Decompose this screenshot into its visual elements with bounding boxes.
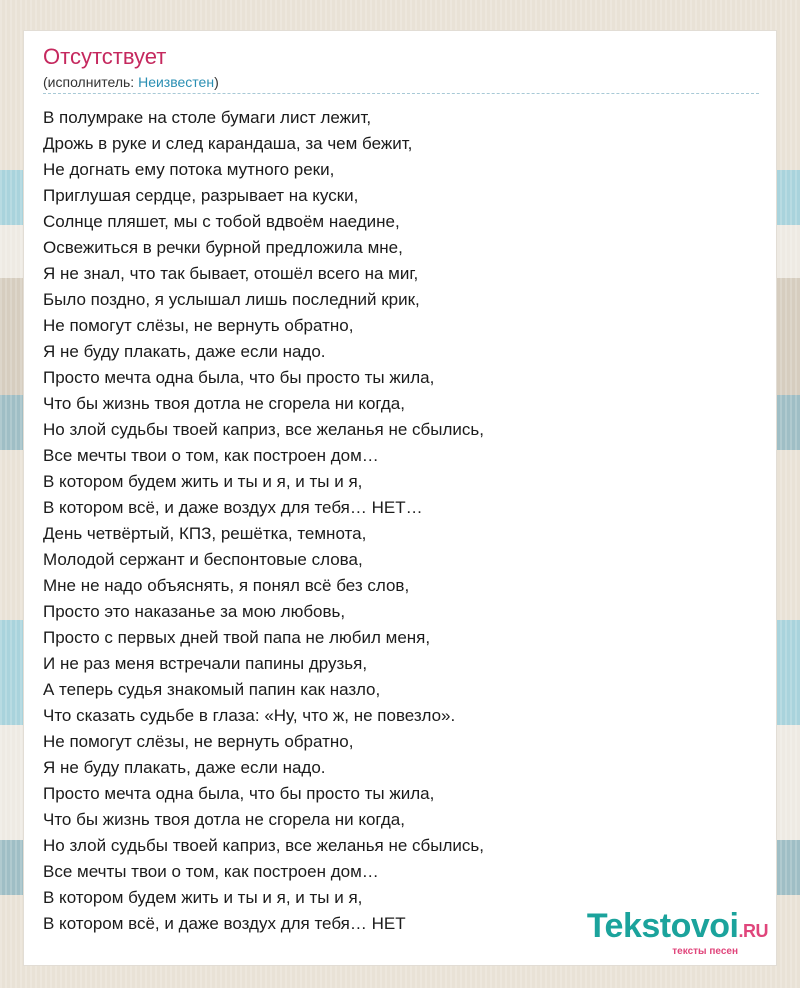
logo-tld: .RU xyxy=(738,921,768,941)
artist-line xyxy=(43,74,219,90)
song-title: Отсутствует xyxy=(43,44,167,69)
lyric-line: Все мечты твои о том, как построен дом… xyxy=(43,446,379,465)
lyric-line: Все мечты твои о том, как построен дом… xyxy=(43,862,379,881)
lyric-line: Мне не надо объяснять, я понял всё без слов, xyxy=(43,576,410,595)
lyric-line: В котором будем жить и ты и я, и ты и я, xyxy=(43,888,363,907)
lyric-line: Приглушая сердце, разрывает на куски, xyxy=(43,186,359,205)
lyrics-card xyxy=(23,30,777,966)
artist-prefix: (исполнитель: xyxy=(43,74,139,90)
artist-link[interactable]: Неизвестен xyxy=(138,74,215,90)
header-divider xyxy=(43,93,759,94)
logo-tagline: тексты песен xyxy=(672,946,738,957)
lyric-line: Просто это наказанье за мою любовь, xyxy=(43,602,346,621)
lyric-line: Что бы жизнь твоя дотла не сгорела ни когда, xyxy=(43,394,405,413)
lyric-line: Я не буду плакать, даже если надо. xyxy=(43,758,326,777)
lyric-line: Не помогут слёзы, не вернуть обратно, xyxy=(43,732,354,751)
lyric-line: В котором всё, и даже воздух для тебя… НЕТ xyxy=(43,914,406,933)
artist-suffix: ) xyxy=(214,74,219,90)
logo-wordmark xyxy=(587,909,768,948)
lyrics-text xyxy=(43,105,759,937)
lyric-line: Дрожь в руке и след карандаша, за чем бежит, xyxy=(43,134,413,153)
lyric-line: День четвёртый, КПЗ, решётка, темнота, xyxy=(43,524,367,543)
lyric-line: В котором будем жить и ты и я, и ты и я, xyxy=(43,472,363,491)
lyric-line: Было поздно, я услышал лишь последний крик, xyxy=(43,290,420,309)
logo-main-text: Tekstovoi xyxy=(586,907,739,945)
lyric-line: Просто мечта одна была, что бы просто ты жила, xyxy=(43,784,435,803)
lyric-line: Но злой судьбы твоей каприз, все желанья не сбылись, xyxy=(43,836,484,855)
lyric-line: А теперь судья знакомый папин как назло, xyxy=(43,680,381,699)
lyric-line: В полумраке на столе бумаги лист лежит, xyxy=(43,108,372,127)
lyric-line: Что бы жизнь твоя дотла не сгорела ни когда, xyxy=(43,810,405,829)
lyric-line: В котором всё, и даже воздух для тебя… НЕТ… xyxy=(43,498,423,517)
lyric-line: Не помогут слёзы, не вернуть обратно, xyxy=(43,316,354,335)
site-logo[interactable] xyxy=(587,909,768,957)
lyric-line: Освежиться в речки бурной предложила мне, xyxy=(43,238,403,257)
lyric-line: Не догнать ему потока мутного реки, xyxy=(43,160,335,179)
lyric-line: Молодой сержант и беспонтовые слова, xyxy=(43,550,363,569)
lyric-line: Я не буду плакать, даже если надо. xyxy=(43,342,326,361)
lyric-line: Но злой судьбы твоей каприз, все желанья не сбылись, xyxy=(43,420,484,439)
lyric-line: Я не знал, что так бывает, отошёл всего на миг, xyxy=(43,264,419,283)
lyric-line: Солнце пляшет, мы с тобой вдвоём наедине, xyxy=(43,212,400,231)
lyric-line: Просто с первых дней твой папа не любил меня, xyxy=(43,628,431,647)
lyric-line: Просто мечта одна была, что бы просто ты жила, xyxy=(43,368,435,387)
lyric-line: Что сказать судьбе в глаза: «Ну, что ж, не повезло». xyxy=(43,706,456,725)
lyric-line: И не раз меня встречали папины друзья, xyxy=(43,654,368,673)
